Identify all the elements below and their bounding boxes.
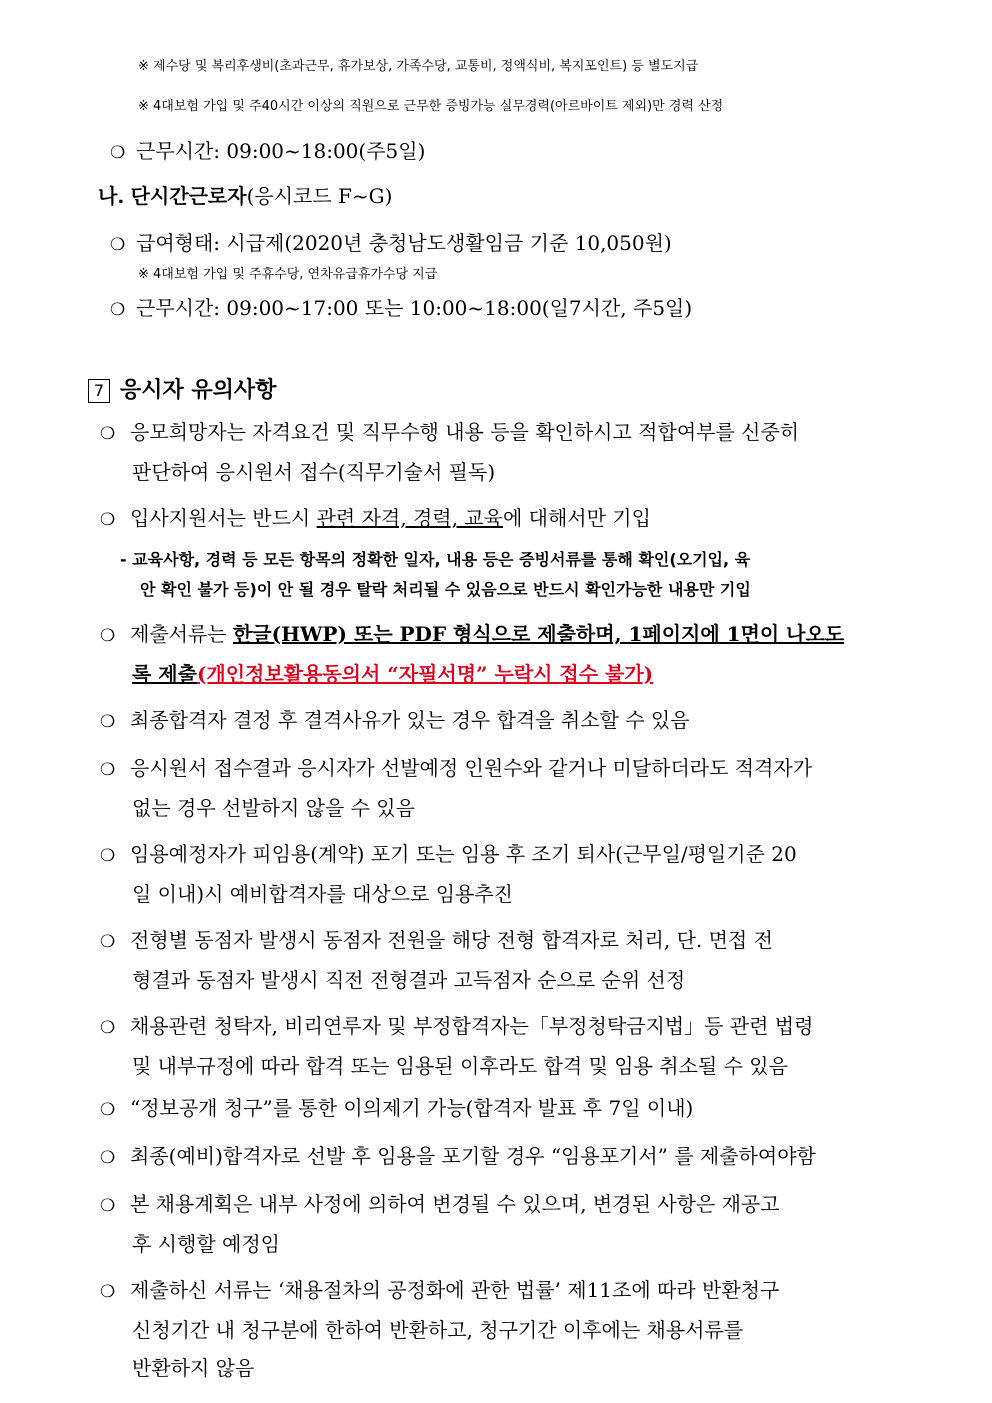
- list-item: [100, 1089, 922, 1129]
- bullet-icon: ❍: [100, 1100, 116, 1120]
- bullet-icon: ❍: [110, 235, 126, 255]
- list-item: [100, 1137, 922, 1177]
- list-item: [100, 1185, 922, 1263]
- dash-note: [100, 545, 922, 605]
- notice-list: [100, 413, 922, 1387]
- section-title: 응시자 유의사항: [120, 378, 277, 403]
- part-time-hours-text: 근무시간: 09:00~17:00 또는 10:00~18:00(일7시간, 주5일): [136, 296, 693, 320]
- list-item: [100, 701, 922, 741]
- item-text-cont: 형결과 동점자 발생시 직전 전형결과 고득점자 순으로 순위 선정: [132, 968, 686, 992]
- bullet-icon: ❍: [100, 1018, 116, 1038]
- item-text-cont: 없는 경우 선발하지 않을 수 있음: [132, 796, 415, 820]
- list-item: [100, 413, 922, 491]
- bullet-icon: ❍: [100, 932, 116, 952]
- bullet-icon: ❍: [100, 1282, 116, 1302]
- bullet-icon: ❍: [100, 760, 116, 780]
- bullet-icon: ❍: [100, 510, 116, 530]
- bold-underlined-text: 한글(HWP) 또는 PDF 형식으로 제출하며, 1페이지에 1면이 나오도: [232, 622, 845, 646]
- item-text-cont: 일 이내)시 예비합격자를 대상으로 임용추진: [132, 882, 513, 906]
- item-text: 제출하신 서류는 ‘채용절차의 공정화에 관한 법률’ 제11조에 따라 반환청구: [130, 1278, 780, 1302]
- bullet-icon: ❍: [100, 712, 116, 732]
- item-text: 본 채용계획은 내부 사정에 의하여 변경될 수 있으며, 변경된 사항은 재공고: [130, 1192, 780, 1216]
- bullet-icon: ❍: [110, 143, 126, 163]
- item-text-cont: 판단하여 응시원서 접수(직무기술서 필독): [132, 460, 496, 484]
- heading-prefix: 나.: [98, 184, 125, 208]
- bullet-icon: ❍: [100, 626, 116, 646]
- item-text: 입사지원서는 반드시: [130, 506, 317, 530]
- bullet-icon: ❍: [100, 846, 116, 866]
- item-text-cont: 후 시행할 예정임: [132, 1232, 280, 1256]
- list-item: [100, 749, 922, 827]
- heading-suffix: (응시코드 F~G): [246, 184, 393, 208]
- item-text: 응시원서 접수결과 응시자가 선발예정 인원수와 같거나 미달하더라도 적격자가: [130, 756, 813, 780]
- item-text: 최종(예비)합격자로 선발 후 임용을 포기할 경우 “임용포기서” 를 제출하여야함: [130, 1144, 816, 1168]
- bullet-icon: ❍: [100, 1148, 116, 1168]
- section-number-box: 7: [88, 379, 110, 403]
- part-time-heading: [98, 180, 392, 209]
- list-item: [100, 615, 922, 693]
- dash-note-line: - 교육사항, 경력 등 모든 항목의 정확한 일자, 내용 등은 증빙서류를 통해 확인(오기입, 육: [120, 550, 751, 569]
- item-text: 제출서류는: [130, 622, 233, 646]
- allowance-note: ※ 제수당 및 복리후생비(초과근무, 휴가보상, 가족수당, 교통비, 정액식비, 복지포인트) 등 별도지급: [138, 59, 699, 74]
- dash-note-line: 안 확인 불가 등)이 안 될 경우 탈락 처리될 수 있음으로 반드시 확인가능한 내용만 기입: [140, 580, 751, 599]
- red-warning-text: (개인정보활용동의서 “자필서명” 누락시 접수 불가): [196, 662, 654, 686]
- bullet-icon: ❍: [110, 300, 126, 320]
- item-text-cont: 및 내부규정에 따라 합격 또는 임용된 이후라도 합격 및 임용 취소될 수 있음: [132, 1054, 788, 1078]
- list-item: [100, 499, 922, 539]
- part-time-pay: [110, 227, 672, 256]
- item-text: 전형별 동점자 발생시 동점자 전원을 해당 전형 합격자로 처리, 단. 면접 전: [130, 928, 773, 952]
- full-time-hours-text: 근무시간: 09:00~18:00(주5일): [136, 139, 426, 163]
- item-text: 응모희망자는 자격요건 및 직무수행 내용 등을 확인하시고 적합여부를 신중히: [130, 420, 800, 444]
- part-time-pay-note: ※ 4대보험 가입 및 주휴수당, 연차유급휴가수당 지급: [138, 267, 438, 282]
- list-item: [100, 921, 922, 999]
- bold-underlined-text: 록 제출: [132, 662, 197, 686]
- item-text: “정보공개 청구”를 통한 이의제기 가능(합격자 발표 후 7일 이내): [130, 1096, 694, 1120]
- list-item: [100, 1007, 922, 1085]
- list-item: [100, 1271, 922, 1387]
- item-text-cont: 신청기간 내 청구분에 한하여 반환하고, 청구기간 이후에는 채용서류를: [132, 1318, 744, 1342]
- item-text: 최종합격자 결정 후 결격사유가 있는 경우 합격을 취소할 수 있음: [130, 708, 690, 732]
- item-text: 임용예정자가 피임용(계약) 포기 또는 임용 후 조기 퇴사(근무일/평일기준 20: [130, 842, 797, 866]
- heading-bold: 단시간근로자: [130, 184, 247, 208]
- item-text: 에 대해서만 기입: [502, 506, 651, 530]
- career-note: ※ 4대보험 가입 및 주40시간 이상의 직원으로 근무한 증빙가능 실무경력(아르바이트 제외)만 경력 산정: [138, 99, 724, 114]
- part-time-pay-text: 급여형태: 시급제(2020년 충청남도생활임금 기준 10,050원): [136, 231, 672, 255]
- bullet-icon: ❍: [100, 424, 116, 444]
- section-7-heading: [88, 373, 276, 404]
- underlined-text: 관련 자격, 경력, 교육: [316, 506, 503, 530]
- item-text: 채용관련 청탁자, 비리연루자 및 부정합격자는「부정청탁금지법」등 관련 법령: [130, 1014, 814, 1038]
- full-time-hours: [110, 135, 425, 164]
- bullet-icon: ❍: [100, 1196, 116, 1216]
- part-time-hours: [110, 292, 692, 321]
- item-text-cont: 반환하지 않음: [132, 1356, 255, 1380]
- list-item: [100, 835, 922, 913]
